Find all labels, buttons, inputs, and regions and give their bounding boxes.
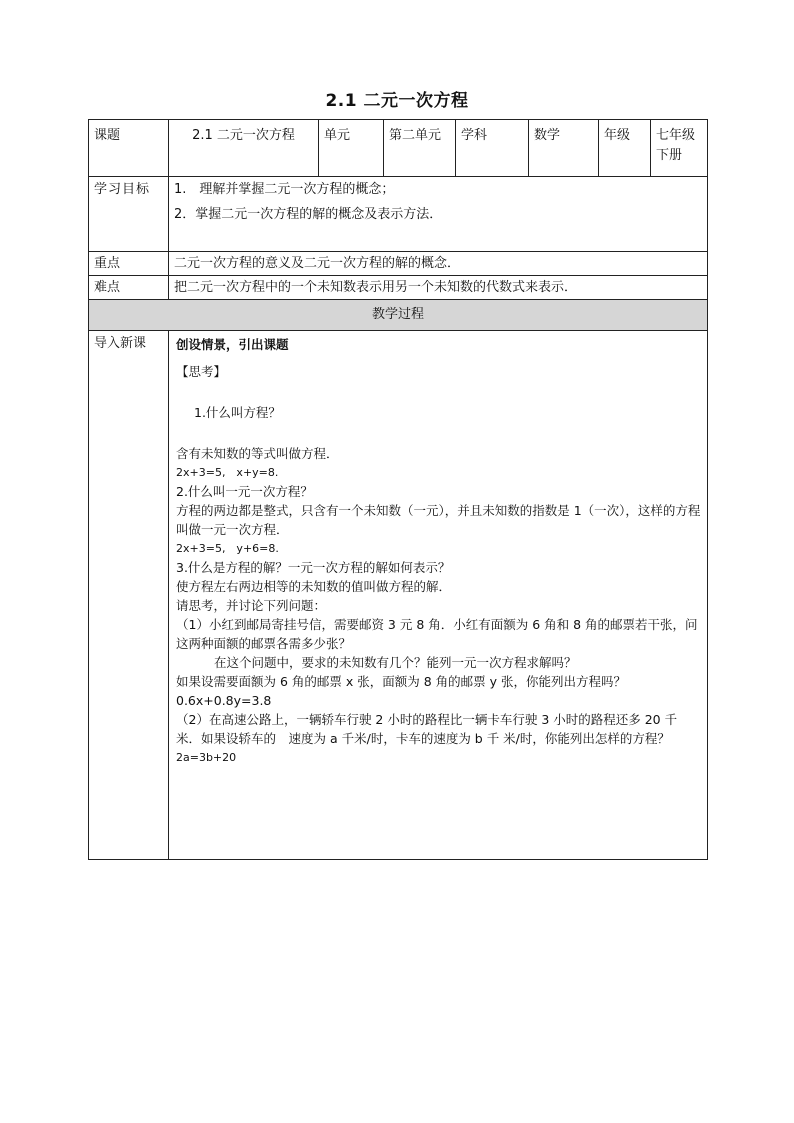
difficulty-label: 难点 [89,276,169,300]
goals-label: 学习目标 [89,177,169,252]
problem-line: （2）在高速公路上，一辆轿车行驶 2 小时的路程比一辆卡车行驶 3 小时的路程还多 20 千米．如果设轿车的 速度为 a 千米/时，卡车的速度为 b 千 米/时，你能列出怎样的方程？ [176,712,678,746]
topic-label: 课题 [89,120,169,177]
difficulty-text: 把二元一次方程中的一个未知数表示用另一个未知数的代数式来表示． [169,276,708,300]
subject-label: 学科 [456,120,529,177]
question-line: 3.什么是方程的解？一元一次方程的解如何表示？ [176,560,451,575]
key-point-row [89,252,708,276]
grade-value: 七年级下册 [651,120,708,177]
goals-content [169,177,708,252]
answer-line: 含有未知数的等式叫做方程． [176,446,339,461]
question-line: 如果设需要面额为 6 角的邮票 x 张，面额为 8 角的邮票 y 张，你能列出方程吗？ [176,674,626,689]
problem-line: （1）小红到邮局寄挂号信，需要邮资 3 元 8 角．小红有面额为 6 角和 8 角的邮票若干张，问这两种面额的邮票各需多少张？ [176,617,698,651]
intro-content [169,331,708,860]
unit-value: 第二单元 [384,120,456,177]
grade-label: 年级 [599,120,651,177]
process-header-row [89,300,708,331]
page-title: 2.1 二元一次方程 [325,91,469,111]
goal-item: 1. 理解并掌握二元一次方程的概念； [174,182,395,197]
equation-line: 2a=3b+20 [176,751,237,764]
key-point-text: 二元一次方程的意义及二元一次方程的解的概念． [169,252,708,276]
section-heading: 创设情景，引出课题 [176,337,289,352]
key-point-label: 重点 [89,252,169,276]
intro-label: 导入新课 [89,331,169,860]
process-header: 教学过程 [89,300,708,331]
example-line: 2x+3=5, x+y=8. [176,466,279,479]
question-line: 1.什么叫方程？ [194,405,281,420]
question-line: 在这个问题中，要求的未知数有几个？能列一元一次方程求解吗？ [214,655,577,670]
equation-line: 0.6x+0.8y=3.8 [176,693,272,708]
header-row [89,120,708,177]
topic-value: 2.1 二元一次方程 [169,120,319,177]
intro-row [89,331,708,860]
question-line: 2.什么叫一元一次方程？ [176,484,313,499]
prompt-line: 请思考，并讨论下列问题： [176,598,327,613]
lesson-plan-table [88,119,708,860]
think-heading: 【思考】 [176,364,227,379]
answer-line: 使方程左右两边相等的未知数的值叫做方程的解． [176,579,452,594]
goal-item: 2．掌握二元一次方程的解的概念及表示方法． [174,207,443,222]
difficulty-row [89,276,708,300]
goals-row [89,177,708,252]
subject-value: 数学 [529,120,599,177]
answer-line: 方程的两边都是整式，只含有一个未知数（一元），并且未知数的指数是 1（一次），这样的方程叫做一元一次方程． [176,503,701,537]
example-line: 2x+3=5, y+6=8. [176,542,279,555]
unit-label: 单元 [319,120,384,177]
